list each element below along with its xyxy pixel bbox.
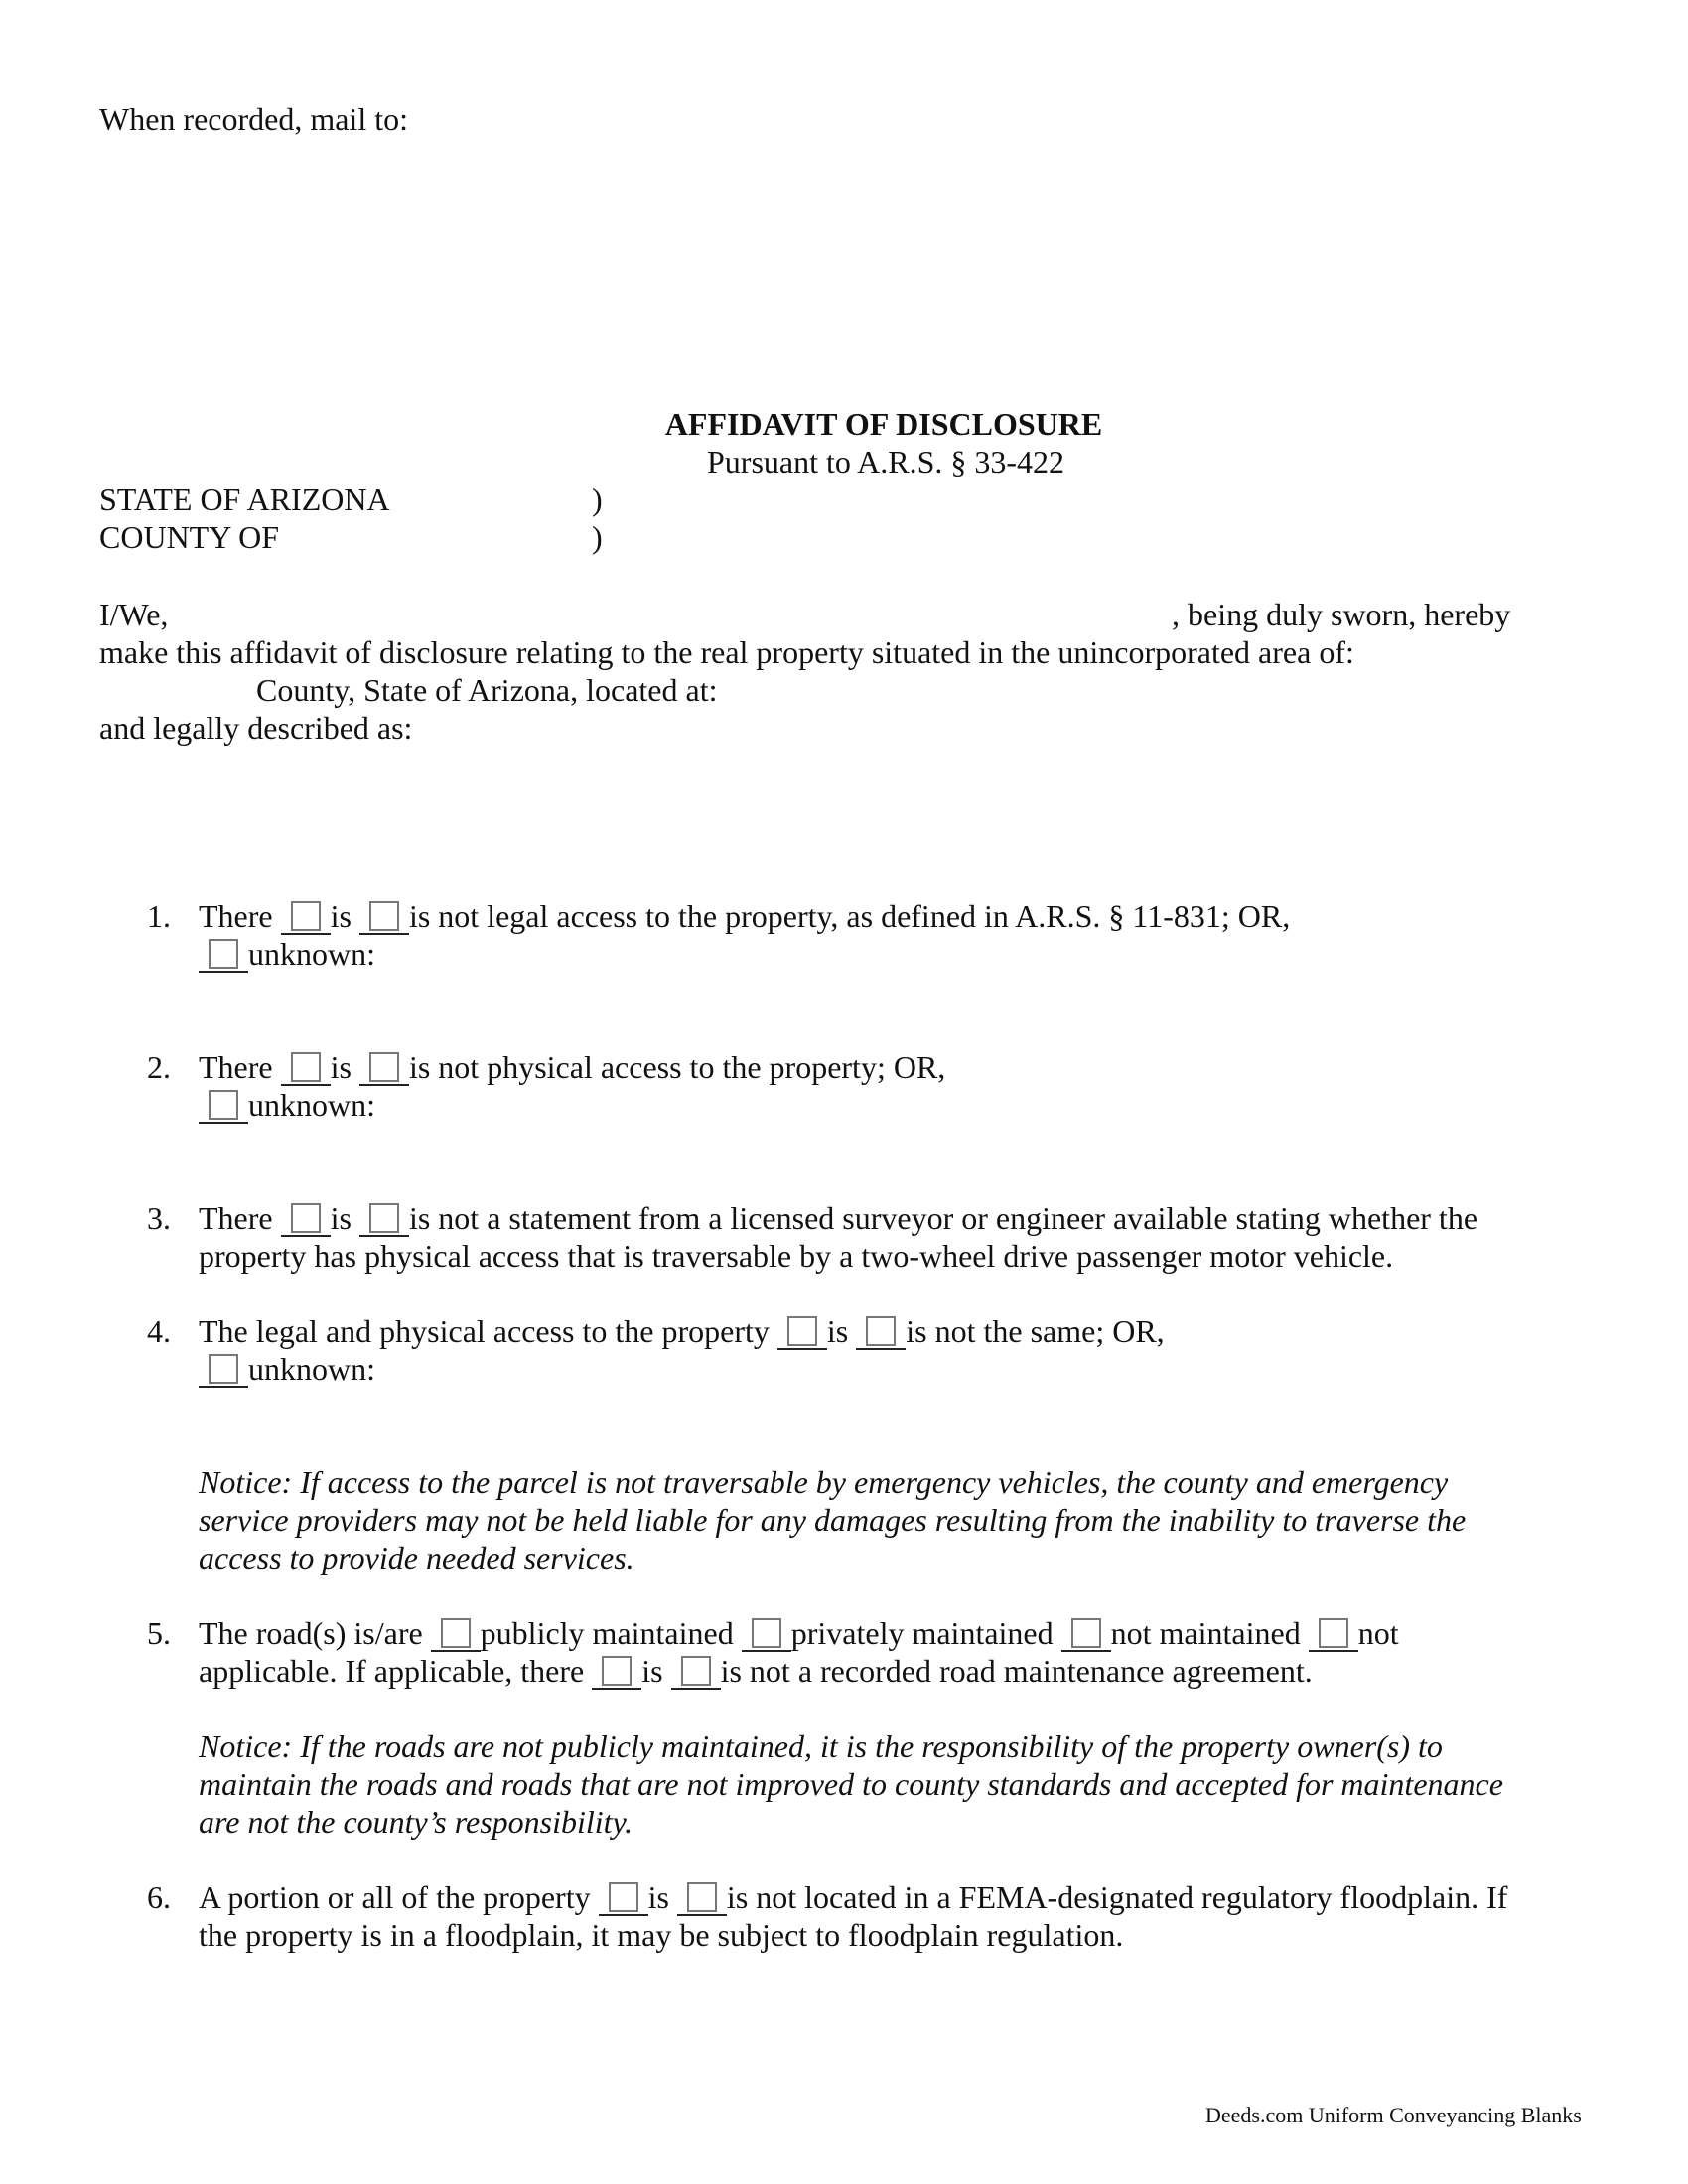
item-4-unknown-checkbox[interactable] bbox=[209, 1354, 238, 1384]
item-5-opt-3: not maintained bbox=[1110, 1615, 1301, 1651]
item-1-is-not-checkbox[interactable] bbox=[369, 901, 399, 931]
venue-paren-1: ) bbox=[592, 481, 603, 517]
item-6-lead: A portion or all of the property bbox=[199, 1879, 591, 1915]
item-6-line-2: the property is in a floodplain, it may be subject to floodplain regulation. bbox=[199, 1917, 1124, 1953]
item-5-line-2b: is not a recorded road maintenance agreement. bbox=[720, 1653, 1313, 1689]
notice-1-line-3: access to provide needed services. bbox=[199, 1540, 634, 1575]
item-3-is-checkbox[interactable] bbox=[291, 1203, 321, 1233]
item-5-is: is bbox=[641, 1653, 663, 1689]
item-1-rest: is not legal access to the property, as defined in A.R.S. § 11-831; OR, bbox=[408, 898, 1291, 934]
item-4-number: 4. bbox=[147, 1313, 171, 1349]
item-2-unknown: unknown: bbox=[248, 1087, 375, 1123]
item-3-is: is bbox=[330, 1200, 352, 1236]
item-1-unknown-checkbox[interactable] bbox=[209, 939, 238, 969]
intro-line-3: County, State of Arizona, located at: bbox=[256, 672, 718, 708]
notice-2-line-2: maintain the roads and roads that are not improved to county standards and accepted for maintenance bbox=[199, 1766, 1503, 1802]
notice-2-line-3: are not the county’s responsibility. bbox=[199, 1804, 633, 1840]
item-2-is: is bbox=[330, 1049, 352, 1085]
item-5-number: 5. bbox=[147, 1615, 171, 1651]
item-5-agreement-is-not-checkbox[interactable] bbox=[681, 1656, 711, 1686]
intro-sworn: , being duly sworn, hereby bbox=[1172, 597, 1511, 632]
item-4-lead: The legal and physical access to the property bbox=[199, 1313, 770, 1349]
item-3-line-2: property has physical access that is traversable by a two-wheel drive passenger motor vehicle. bbox=[199, 1238, 1394, 1274]
item-4-is-not-checkbox[interactable] bbox=[866, 1316, 896, 1346]
venue-paren-2: ) bbox=[592, 519, 603, 555]
notice-1-line-2: service providers may not be held liable for any damages resulting from the inability to traverse the bbox=[199, 1502, 1467, 1538]
document-title-text: AFFIDAVIT OF DISCLOSURE bbox=[664, 406, 1103, 442]
notice-2-line-1: Notice: If the roads are not publicly maintained, it is the responsibility of the property owner(s) to bbox=[199, 1728, 1443, 1764]
item-5-not-maintained-checkbox[interactable] bbox=[1071, 1618, 1101, 1648]
item-5-opt-4: not bbox=[1357, 1615, 1399, 1651]
intro-iwe: I/We, bbox=[99, 597, 169, 632]
item-6-is-not-checkbox[interactable] bbox=[687, 1882, 717, 1912]
item-2-unknown-checkbox[interactable] bbox=[209, 1090, 238, 1120]
item-2-rest: is not physical access to the property; OR, bbox=[408, 1049, 946, 1085]
intro-line-4: and legally described as: bbox=[99, 710, 413, 746]
item-5-publicly-checkbox[interactable] bbox=[441, 1618, 471, 1648]
item-5-agreement-is-checkbox[interactable] bbox=[602, 1656, 632, 1686]
item-6-rest: is not located in a FEMA-designated regulatory floodplain. If bbox=[726, 1879, 1508, 1915]
document-subtitle-text: Pursuant to A.R.S. § 33-422 bbox=[706, 444, 1065, 479]
item-3-there: There bbox=[199, 1200, 273, 1236]
item-1-there: There bbox=[199, 898, 273, 934]
venue-county: COUNTY OF bbox=[99, 519, 280, 555]
item-4-is: is bbox=[826, 1313, 849, 1349]
item-6-is-checkbox[interactable] bbox=[609, 1882, 638, 1912]
document-subtitle bbox=[0, 443, 1688, 480]
item-2-is-not-checkbox[interactable] bbox=[369, 1052, 399, 1082]
item-6-is: is bbox=[647, 1879, 669, 1915]
item-4-rest: is not the same; OR, bbox=[906, 1313, 1165, 1349]
item-1-number: 1. bbox=[147, 898, 171, 934]
item-4-unknown: unknown: bbox=[248, 1351, 375, 1387]
mail-to-label: When recorded, mail to: bbox=[99, 101, 408, 137]
item-1-is: is bbox=[330, 898, 352, 934]
footer-brand: Deeds.com Uniform Conveyancing Blanks bbox=[1205, 2103, 1582, 2127]
item-4-is-checkbox[interactable] bbox=[787, 1316, 817, 1346]
notice-1-line-1: Notice: If access to the parcel is not traversable by emergency vehicles, the county and emergency bbox=[199, 1464, 1449, 1500]
item-5-line-2a: applicable. If applicable, there bbox=[199, 1653, 585, 1689]
item-2-number: 2. bbox=[147, 1049, 171, 1085]
item-6-number: 6. bbox=[147, 1879, 171, 1915]
item-1-is-checkbox[interactable] bbox=[291, 901, 321, 931]
item-1-unknown: unknown: bbox=[248, 936, 375, 972]
item-2-is-checkbox[interactable] bbox=[291, 1052, 321, 1082]
intro-line-2: make this affidavit of disclosure relating to the real property situated in the unincorporated area of: bbox=[99, 634, 1354, 670]
item-5-lead: The road(s) is/are bbox=[199, 1615, 423, 1651]
item-5-not-applicable-checkbox[interactable] bbox=[1319, 1618, 1348, 1648]
item-5-opt-2: privately maintained bbox=[790, 1615, 1054, 1651]
item-2-there: There bbox=[199, 1049, 273, 1085]
venue-state: STATE OF ARIZONA bbox=[99, 481, 390, 517]
document-title bbox=[0, 405, 1688, 443]
item-5-privately-checkbox[interactable] bbox=[752, 1618, 781, 1648]
item-3-rest: is not a statement from a licensed surveyor or engineer available stating whether the bbox=[408, 1200, 1478, 1236]
item-3-number: 3. bbox=[147, 1200, 171, 1236]
item-5-opt-1: publicly maintained bbox=[480, 1615, 734, 1651]
item-3-is-not-checkbox[interactable] bbox=[369, 1203, 399, 1233]
